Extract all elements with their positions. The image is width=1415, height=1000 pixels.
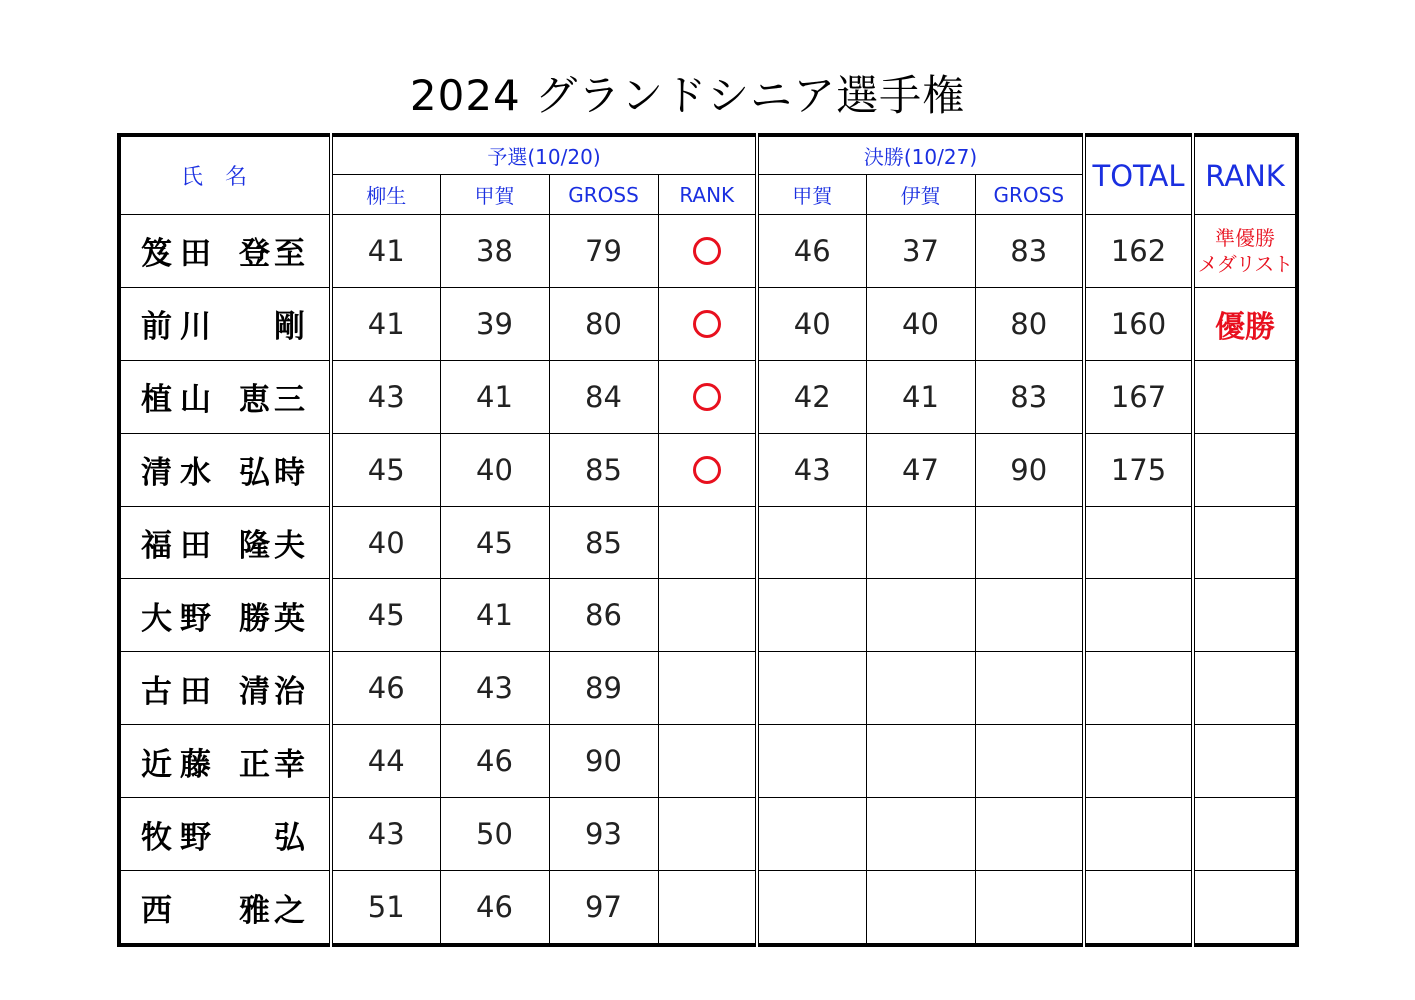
given-name: 正幸 [239,746,309,783]
prelim-rank-cell [658,871,757,945]
header-rank: RANK [1193,135,1297,215]
prelim-koga-score: 50 [440,798,549,871]
prelim-gross-score: 84 [549,360,658,433]
header-prelim-gross: GROSS [549,175,658,215]
prelim-koga-score: 46 [440,871,549,945]
player-name [119,652,331,725]
rank-cell [1193,652,1297,725]
given-name: 弘時 [239,455,309,492]
prelim-gross-score: 93 [549,798,658,871]
prelim-gross-score: 85 [549,506,658,579]
player-name [119,215,331,288]
given-name: 弘 [274,819,309,856]
final-gross-score [975,871,1084,945]
final-iga-score [866,579,975,652]
prelim-yagyu-score: 46 [331,652,440,725]
player-name [119,433,331,506]
table-row [119,287,1297,360]
prelim-gross-score: 90 [549,725,658,798]
family-name: 福田 [141,528,219,564]
rank-cell [1193,579,1297,652]
total-score: 167 [1084,360,1193,433]
rank-cell [1193,798,1297,871]
final-iga-score: 47 [866,433,975,506]
player-name [119,798,331,871]
table-row [119,215,1297,288]
given-name: 隆夫 [239,528,309,564]
prelim-yagyu-score: 41 [331,215,440,288]
prelim-gross-score: 85 [549,433,658,506]
final-iga-score [866,506,975,579]
family-name: 清水 [141,455,219,492]
final-koga-score: 40 [757,287,866,360]
header-final-gross: GROSS [975,175,1084,215]
player-name [119,725,331,798]
prelim-koga-score: 45 [440,506,549,579]
final-gross-score: 80 [975,287,1084,360]
prelim-yagyu-score: 41 [331,287,440,360]
table-row [119,433,1297,506]
family-name: 西 [141,892,180,929]
header-total: TOTAL [1084,135,1193,215]
prelim-koga-score: 41 [440,360,549,433]
prelim-yagyu-score: 44 [331,725,440,798]
prelim-gross-score: 79 [549,215,658,288]
family-name: 近藤 [141,746,219,783]
prelim-yagyu-score: 40 [331,506,440,579]
qualified-circle-icon [693,310,721,338]
prelim-rank-cell [658,725,757,798]
final-koga-score [757,506,866,579]
rank-label: 準優勝 [1215,225,1276,250]
final-iga-score [866,871,975,945]
prelim-rank-cell [658,360,757,433]
final-gross-score [975,506,1084,579]
final-gross-score: 83 [975,360,1084,433]
rank-sublabel: メダリスト [1197,251,1293,276]
player-name [119,506,331,579]
results-table [117,133,1299,947]
final-koga-score: 42 [757,360,866,433]
prelim-rank-cell [658,287,757,360]
final-gross-score [975,798,1084,871]
final-iga-score: 37 [866,215,975,288]
final-iga-score [866,798,975,871]
header-name: 氏名 [119,135,331,215]
final-koga-score [757,725,866,798]
family-name: 前川 [141,309,219,346]
prelim-gross-score: 80 [549,287,658,360]
given-name: 恵三 [239,382,309,419]
given-name: 勝英 [239,600,309,637]
table-row [119,360,1297,433]
prelim-koga-score: 41 [440,579,549,652]
family-name: 古田 [141,673,219,710]
family-name: 大野 [141,600,219,637]
table-row [119,506,1297,579]
prelim-yagyu-score: 43 [331,360,440,433]
total-score [1084,506,1193,579]
rank-cell [1193,725,1297,798]
table-row [119,652,1297,725]
rank-cell [1193,287,1297,360]
header-prelim-yagyu: 柳生 [331,175,440,215]
rank-cell [1193,215,1297,288]
total-score: 160 [1084,287,1193,360]
header-prelim-koga: 甲賀 [440,175,549,215]
total-score [1084,725,1193,798]
given-name: 登至 [239,236,309,273]
family-name: 笈田 [141,236,219,273]
prelim-gross-score: 97 [549,871,658,945]
prelim-koga-score: 39 [440,287,549,360]
header-final: 決勝(10/27) [757,135,1084,175]
final-iga-score [866,725,975,798]
prelim-rank-cell [658,506,757,579]
prelim-rank-cell [658,433,757,506]
final-koga-score [757,652,866,725]
final-koga-score: 43 [757,433,866,506]
final-koga-score [757,871,866,945]
header-prelim: 予選(10/20) [331,135,757,175]
prelim-rank-cell [658,579,757,652]
final-gross-score [975,725,1084,798]
qualified-circle-icon [693,383,721,411]
qualified-circle-icon [693,237,721,265]
family-name: 植山 [141,382,219,419]
qualified-circle-icon [693,456,721,484]
prelim-yagyu-score: 45 [331,579,440,652]
total-score [1084,652,1193,725]
family-name: 牧野 [141,819,219,856]
final-iga-score [866,652,975,725]
rank-cell [1193,871,1297,945]
prelim-rank-cell [658,215,757,288]
header-final-iga: 伊賀 [866,175,975,215]
final-koga-score: 46 [757,215,866,288]
rank-cell [1193,433,1297,506]
table-row [119,871,1297,945]
player-name [119,360,331,433]
prelim-yagyu-score: 45 [331,433,440,506]
prelim-koga-score: 40 [440,433,549,506]
total-score: 162 [1084,215,1193,288]
table-row [119,725,1297,798]
prelim-koga-score: 46 [440,725,549,798]
prelim-rank-cell [658,652,757,725]
player-name [119,871,331,945]
player-name [119,287,331,360]
final-gross-score [975,652,1084,725]
header-final-koga: 甲賀 [757,175,866,215]
rank-cell [1193,506,1297,579]
player-name [119,579,331,652]
page-title: 2024 グランドシニア選手権 [409,71,966,120]
prelim-rank-cell [658,798,757,871]
final-iga-score: 41 [866,360,975,433]
final-koga-score [757,798,866,871]
total-score [1084,798,1193,871]
final-gross-score: 83 [975,215,1084,288]
prelim-yagyu-score: 43 [331,798,440,871]
given-name: 清治 [239,673,309,710]
table-row [119,798,1297,871]
given-name: 剛 [274,309,309,346]
rank-cell [1193,360,1297,433]
total-score [1084,871,1193,945]
prelim-gross-score: 86 [549,579,658,652]
total-score: 175 [1084,433,1193,506]
total-score [1084,579,1193,652]
header-prelim-rank: RANK [658,175,757,215]
prelim-koga-score: 43 [440,652,549,725]
final-gross-score: 90 [975,433,1084,506]
prelim-yagyu-score: 51 [331,871,440,945]
prelim-gross-score: 89 [549,652,658,725]
rank-label: 優勝 [1215,309,1276,345]
given-name: 雅之 [239,892,309,929]
final-koga-score [757,579,866,652]
final-iga-score: 40 [866,287,975,360]
prelim-koga-score: 38 [440,215,549,288]
table-row [119,579,1297,652]
final-gross-score [975,579,1084,652]
